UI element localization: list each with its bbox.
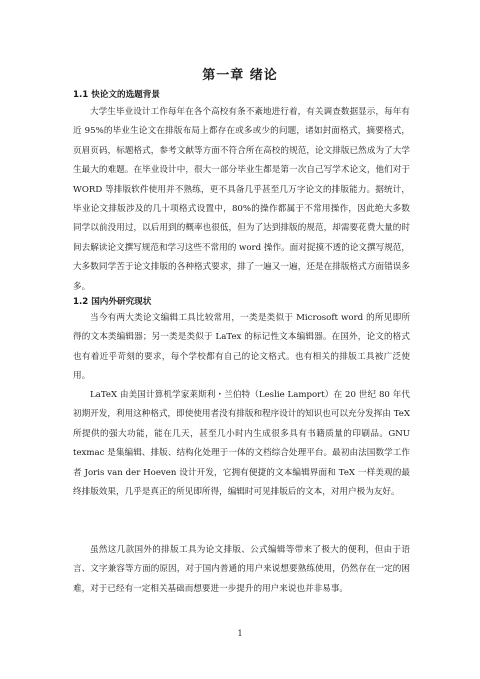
section-heading-1-2: 1.2 国内外研究现状 xyxy=(73,297,152,307)
paragraph-domestic-difficulty: 虽然这几款国外的排版工具为论文排版、公式编辑等带来了极大的便利，但由于语言、文字兼容等方面的原因，对于国内普通的用户来说想要熟练使用，仍然存在一定的困难，对于已经有一定相关基础而想要进一步提升的用户来说也并非易事。 xyxy=(73,545,410,594)
paragraph-thesis-background: 大学生毕业设计工作每年在各个高校有条不紊地进行着，有关调查数据显示，每年有近 95%的毕业生论文在排版布局上都存在或多或少的问题，诸如封面格式，摘要格式，页眉页码，标题格式，参考文献等方面不符合所在高校的规范，论文排版已然成为了大学生最大的难题。在毕业设计中，很大一部分毕业生都是第一次自己写学术论文，他们对于 WORD 等排版软件使用并不熟练，更不具备几乎甚至几万字论文的排版能力。据统计，毕业论文排版涉及的几十项格式设置中，80%的操作都属于不常用操作，因此绝大多数同学以前没用过，以后用到的概率也很低，但为了达到排版的规范，却需要花费大量的时间去解读论文撰写规范和学习这些不常用的 word 操作。面对捉摸不透的论文撰写规范，大多数同学苦于论文排版的各种格式要求，排了一遍又一遍，还是在排版格式方面错误多多。 xyxy=(73,107,410,292)
paragraph-editing-tools: 当今有两大类论文编辑工具比较常用，一类是类似于 Microsoft word 的所见即所得的文本类编辑器；另一类是类似于 LaTex 的标记性文本编辑器。在国外，论文的格式也有着近乎苛刻的要求，每个学校都有自己的论文格式。也有相关的排版工具被广泛使用。 xyxy=(73,313,410,382)
section-heading-1-1: 1.1 快论文的选题背景 xyxy=(73,90,160,100)
paragraph-latex-texmacs: LaTeX 由美国计算机学家莱斯利・兰伯特（Leslie Lamport）在 20 世纪 80 年代初期开发，利用这种格式，即使使用者没有排版和程序设计的知识也可以充分发挥由 TeX 所提供的强大功能，能在几天，甚至几小时内生成很多具有书籍质量的印刷品。GNU texmac 是集编辑、排版、结构化处理于一体的文档综合处理平台。最初由法国数学工作者 Joris van der Hoeven 设计开发，它拥有便捷的文本编辑界面和 TeX 一样美观的最终排版效果，几乎是真正的所见即所得，编辑时可见排版后的文本，对用户极为友好。 xyxy=(73,390,410,498)
chapter-title: 第一章 绪论 xyxy=(202,68,278,83)
page-number: 1 xyxy=(237,629,243,638)
